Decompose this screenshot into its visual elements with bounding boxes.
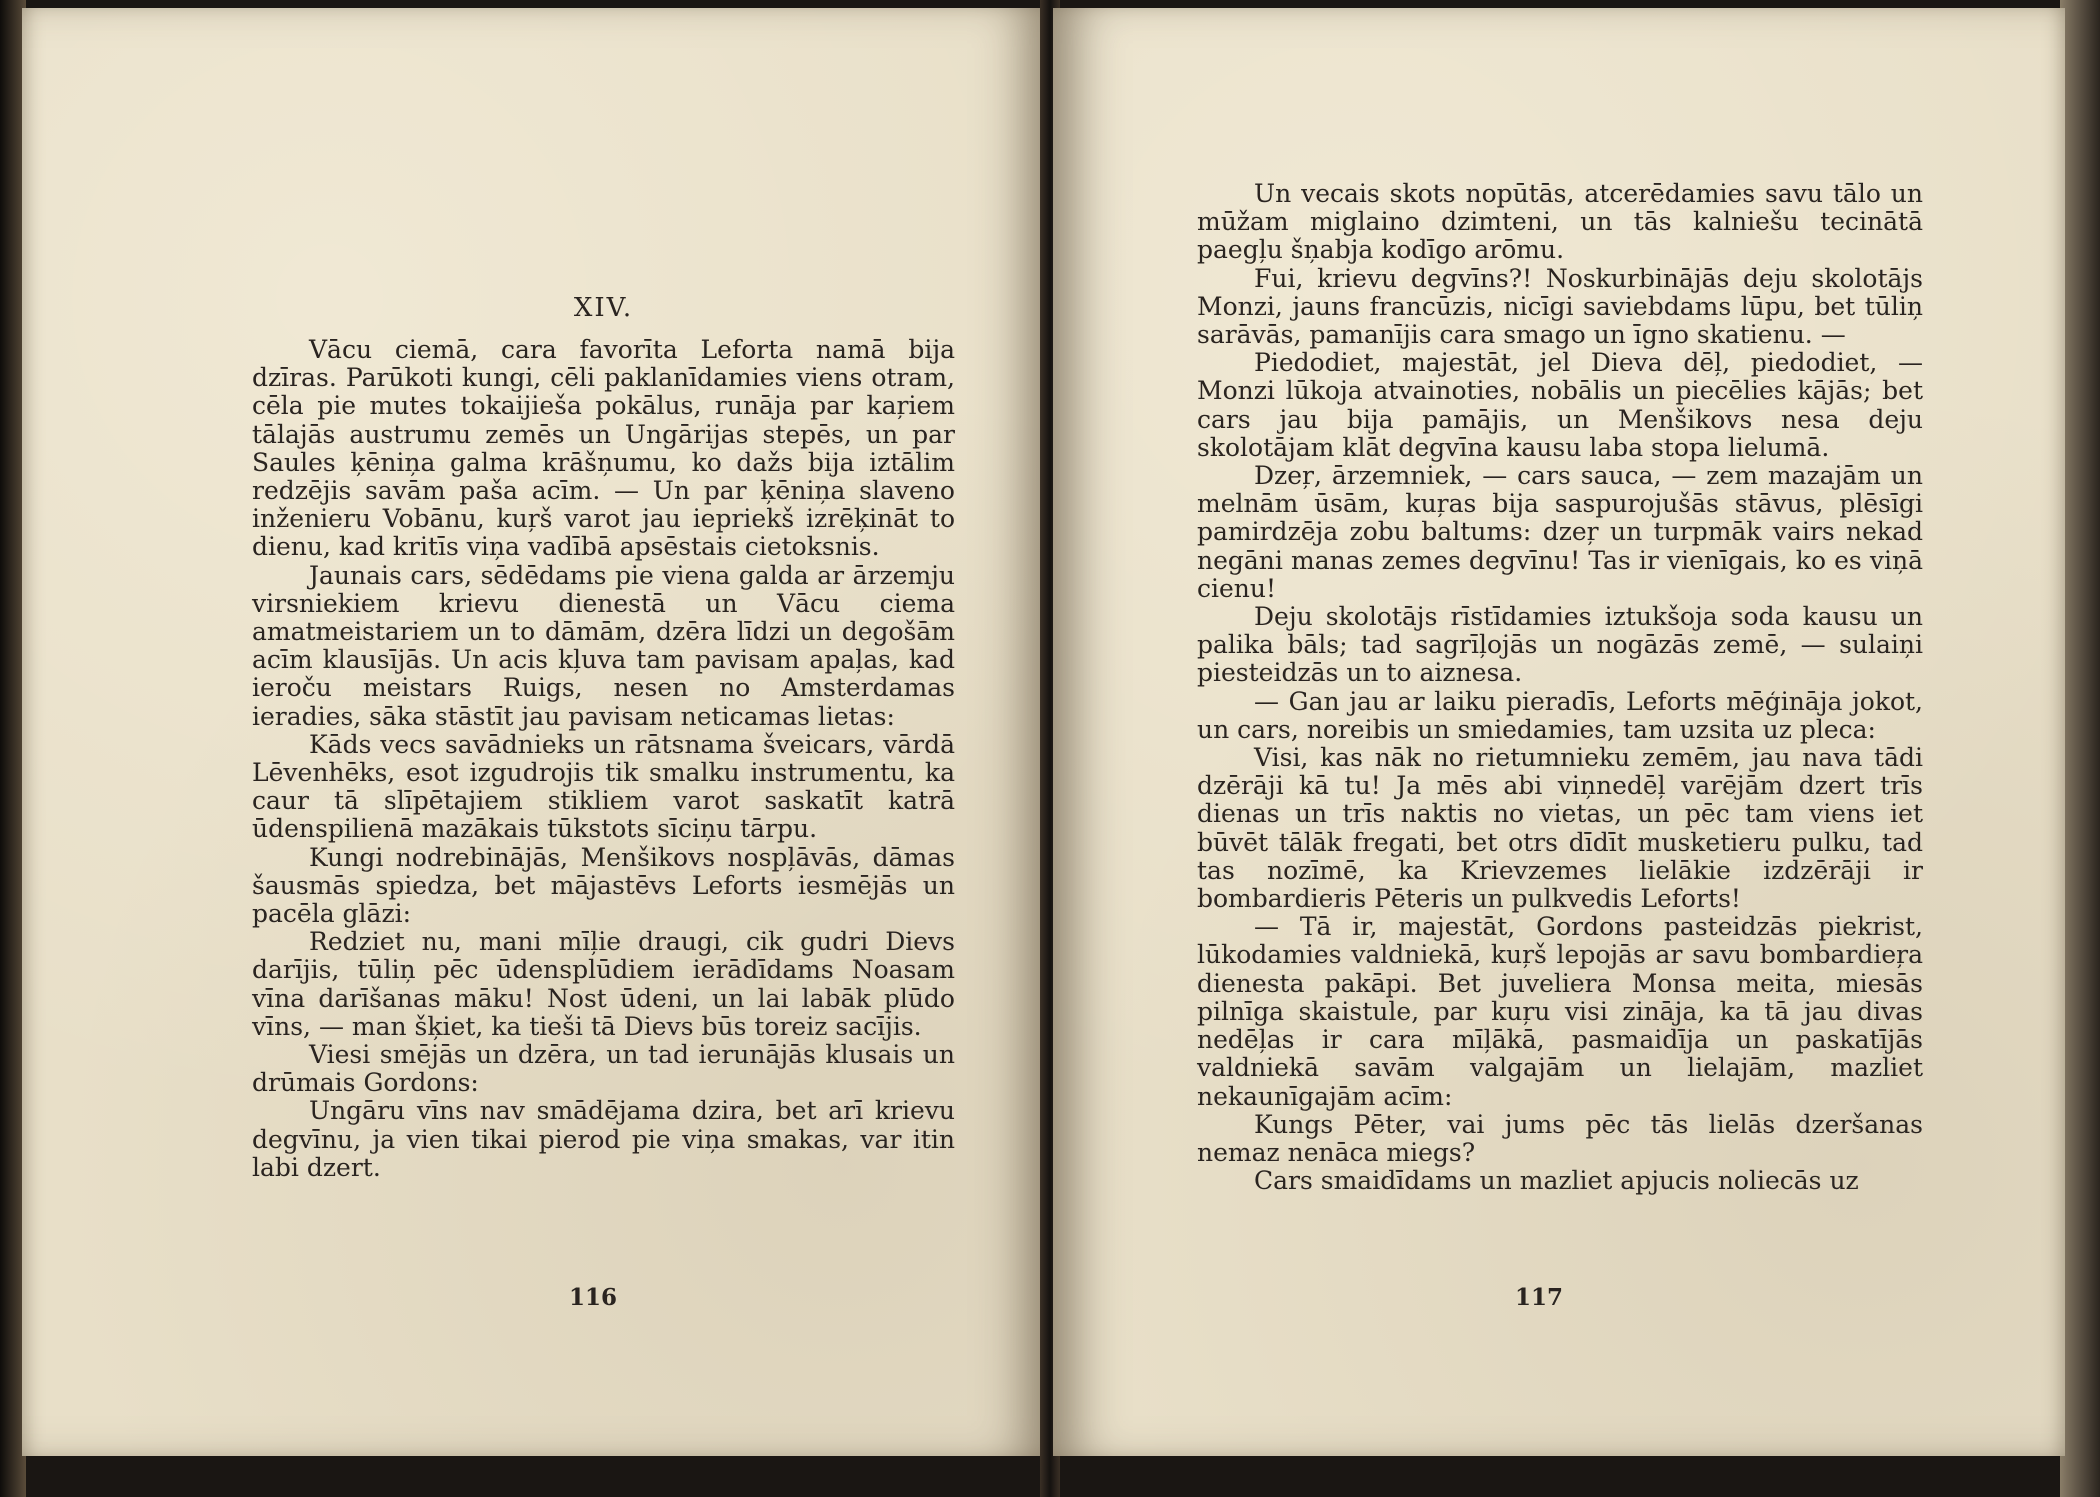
chapter-heading: XIV. [573,293,634,323]
paragraph: Cars smaidīdams un mazliet apjucis noliecās uz [1254,1166,1859,1196]
page-number-left: 116 [569,1284,618,1311]
paragraph: Piedodiet, majestāt, jel Dieva dēļ, piedodiet, — Monzi lūkoja atvainoties, nobālis un piecēlies kājās; bet cars jau bija pamājis, un Menšikovs nesa deju skolotājam klāt degvīna kausu laba stopa lielumā. [1197,348,1923,462]
right-page-text [1197,180,1923,1195]
paragraph: Un vecais skots nopūtās, atcerēdamies savu tālo un mūžam miglaino dzimteni, un tās kalniešu tecinātā paegļu šņabja kodīgo arōmu. [1197,179,1923,265]
paragraph: Dzeŗ, ārzemniek, — cars sauca, — zem mazajām un melnām ūsām, kuŗas bija saspurojušās stāvus, plēsīgi pamirdzēja zobu baltums: dzeŗ un turpmāk vairs nekad negāni manas zemes degvīnu! Tas ir vienīgais, ko es viņā cienu! [1197,461,1923,603]
paragraph: Kungi nodrebinājās, Menšikovs nospļāvās, dāmas šausmās spiedza, bet mājastēvs Leforts iesmējās un pacēla glāzi: [252,842,955,929]
book-right-edge [2060,0,2100,1497]
right-page [1053,8,2065,1456]
paragraph: Jaunais cars, sēdēdams pie viena galda ar ārzemju virsniekiem krievu dienestā un Vācu ciema amatmeistariem un to dāmām, dzēra līdzi un degošām acīm klausījās. Un acis kļuva tam pavisam apaļas, kad ieroču meistars Ruigs, nesen no Amsterdamas ieradies, sāka stāstīt jau pavisam neticamas lietas: [252,560,955,731]
paragraph: Ungāru vīns nav smādējama dzira, bet arī krievu degvīnu, ja vien tikai pierod pie viņa smakas, var itin labi dzert. [252,1096,955,1182]
paragraph: — Gan jau ar laiku pieradīs, Leforts mēģināja jokot, un cars, noreibis un smiedamies, tam uzsita uz pleca: [1197,686,1923,744]
paragraph: Visi, kas nāk no rietumnieku zemēm, jau nava tādi dzērāji kā tu! Ja mēs abi viņnedēļ varējām dzert trīs dienas un trīs naktis no vietas, un pēc tam viens iet būvēt tālāk fregati, bet otrs dīdīt musketieru pulku, tad tas nozīmē, ka Krievzemes lielākie izdzērāji ir bombardieris Pēteris un pulkvedis Leforts! [1197,743,1923,914]
paragraph: Fui, krievu degvīns?! Noskurbinājās deju skolotājs Monzi, jauns francūzis, nicīgi saviebdams lūpu, bet tūliņ sarāvās, pamanījis cara smago un īgno skatienu. — [1197,263,1923,350]
paragraph: Viesi smējās un dzēra, un tad ierunājās klusais un drūmais Gordons: [252,1040,955,1098]
left-page [22,8,1047,1456]
paragraph: Vācu ciemā, cara favorīta Leforta namā bija dzīras. Parūkoti kungi, cēli paklanīdamies viens otram, cēla pie mutes tokaijieša pokālus, runāja par kaŗiem tālajās austrumu zemēs un Ungārijas stepēs, un par Saules ķēniņa galma krāšņumu, ko dažs bija iztālim redzējis savām paša acīm. — Un par ķēniņa slaveno inženieru Vobānu, kuŗš varot jau iepriekš izrēķināt to dienu, kad kritīs viņa vadībā apsēstais cietoksnis. [252,335,955,562]
paragraph: Kungs Pēter, vai jums pēc tās lielās dzeršanas nemaz nenāca miegs? [1197,1109,1923,1167]
page-number-right: 117 [1515,1284,1564,1311]
left-page-text [252,336,955,1182]
paragraph: — Tā ir, majestāt, Gordons pasteidzās piekrist, lūkodamies valdniekā, kuŗš lepojās ar savu bombardieŗa dienesta pakāpi. Bet juveliera Monsa meita, miesās pilnīga skaistule, par kuŗu visi zināja, ka tā jau divas nedēļas ir cara mīļākā, pasmaidīja un paskatījās valdniekā savām valgajām un lielajām, mazliet nekaunīgajām acīm: [1197,912,1923,1111]
paragraph: Redziet nu, mani mīļie draugi, cik gudri Dievs darījis, tūliņ pēc ūdensplūdiem ierādīdams Noasam vīna darīšanas māku! Nost ūdeni, un lai labāk plūdo vīns, — man šķiet, ka tieši tā Dievs būs toreiz sacījis. [252,927,955,1041]
paragraph: Kāds vecs savādnieks un rātsnama šveicars, vārdā Lēvenhēks, esot izgudrojis tik smalku instrumentu, ka caur tā slīpētajiem stikliem varot saskatīt katrā ūdenspilienā mazākais tūkstots sīciņu tārpu. [252,729,955,844]
paragraph: Deju skolotājs rīstīdamies iztukšoja soda kausu un palika bāls; tad sagrīļojās un nogāzās zemē, — sulaiņi piesteidzās un to aiznesa. [1197,602,1923,688]
